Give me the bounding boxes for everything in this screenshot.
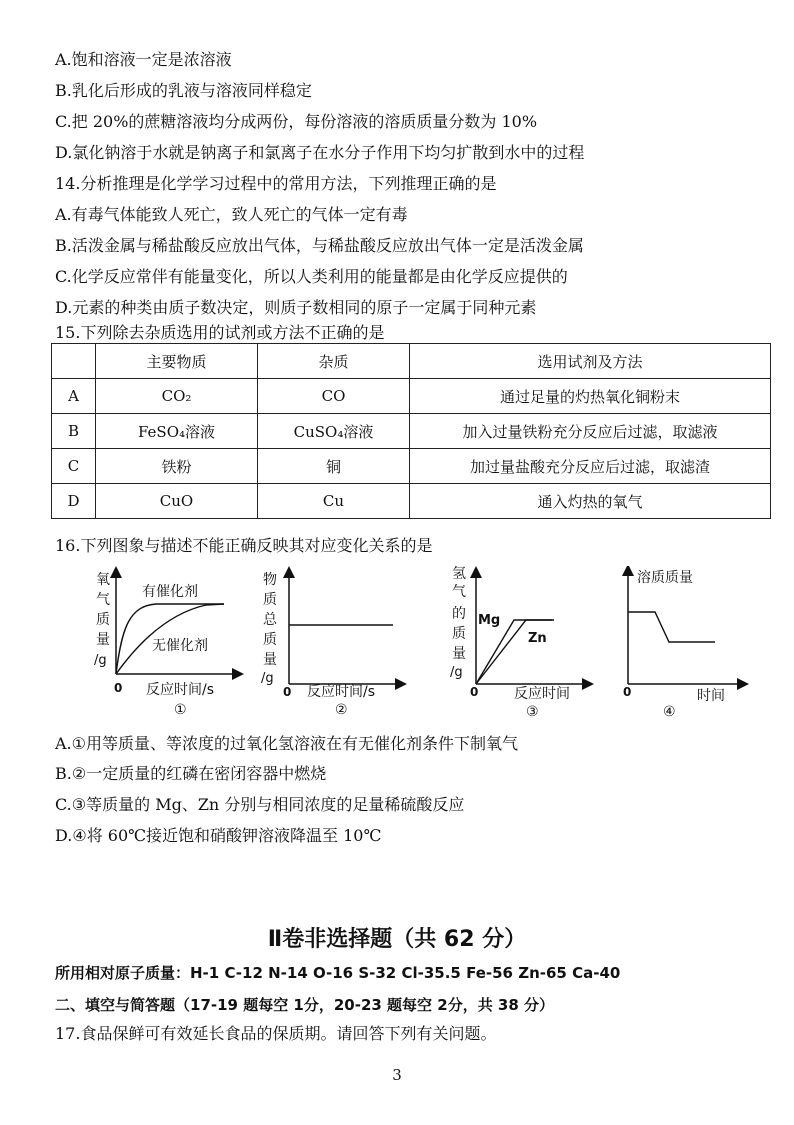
- table-cell: 铁粉: [96, 449, 258, 484]
- q14-option-c: C.化学反应常伴有能量变化，所以人类利用的能量都是由化学反应提供的: [55, 267, 568, 286]
- table-row: [52, 484, 771, 519]
- q16-option-a: A.①用等质量、等浓度的过氧化氢溶液在有无催化剂条件下制氧气: [55, 734, 518, 753]
- graph-number: ①: [174, 702, 187, 718]
- graph-number: ③: [526, 704, 539, 718]
- q14-stem: 14.分析推理是化学学习过程中的常用方法，下列推理正确的是: [55, 174, 497, 193]
- table-cell: 加过量盐酸充分反应后过滤，取滤渣: [410, 449, 771, 484]
- origin-label: 0: [623, 685, 632, 699]
- table-cell: B: [52, 414, 96, 449]
- solute-mass-line: [628, 612, 715, 642]
- table-cell: CO: [258, 379, 410, 414]
- graph-1: [86, 566, 246, 722]
- y-label: 质: [452, 626, 466, 642]
- q14-option-d: D.元素的种类由质子数决定，则质子数相同的原子一定属于同种元素: [55, 298, 537, 317]
- table-cell: CuSO₄溶液: [258, 414, 410, 449]
- q16-option-d: D.④将 60℃接近饱和硝酸钾溶液降温至 10℃: [55, 826, 382, 845]
- y-label: 物: [263, 572, 277, 588]
- q13-option-c: C.把 20%的蔗糖溶液均分成两份，每份溶液的溶质质量分数为 10%: [55, 112, 538, 131]
- table-cell: C: [52, 449, 96, 484]
- table-cell: A: [52, 379, 96, 414]
- atomic-masses: 所用相对原子质量：H-1 C-12 N-14 O-16 S-32 Cl-35.5 Fe-56 Zn-65 Ca-40: [55, 964, 621, 982]
- y-label: /g: [450, 665, 463, 680]
- y-label: 质: [263, 592, 277, 608]
- origin-label: 0: [470, 685, 479, 699]
- graph-2: [257, 566, 407, 722]
- graph-number: ④: [663, 704, 676, 718]
- table-row: [52, 379, 771, 414]
- y-label: 溶质质量: [637, 570, 693, 586]
- x-label: 反应时间/s: [307, 684, 376, 700]
- graph-3: [448, 566, 598, 722]
- curve-label: 无催化剂: [152, 638, 208, 654]
- curve-label: 有催化剂: [142, 584, 198, 600]
- y-label: 的: [452, 606, 466, 622]
- y-label: 氢: [452, 566, 466, 582]
- series-label: Zn: [528, 631, 547, 646]
- table-header-row: [52, 344, 771, 379]
- q16-option-b: B.②一定质量的红磷在密闭容器中燃烧: [55, 764, 327, 783]
- table-cell: CuO: [96, 484, 258, 519]
- y-label: 总: [263, 612, 277, 628]
- mg-line: [476, 620, 552, 684]
- table-header: [52, 344, 96, 379]
- q13-option-a: A.饱和溶液一定是浓溶液: [55, 50, 232, 69]
- q13-option-d: D.氯化钠溶于水就是钠离子和氯离子在水分子作用下均匀扩散到水中的过程: [55, 143, 585, 162]
- y-label: 量: [452, 646, 466, 662]
- graph-4: [611, 566, 761, 722]
- q14-option-a: A.有毒气体能致人死亡，致人死亡的气体一定有毒: [55, 205, 408, 224]
- series-label: Mg: [478, 613, 501, 628]
- origin-label: 0: [283, 685, 292, 699]
- page-number: 3: [392, 1066, 402, 1084]
- zn-line: [476, 620, 554, 684]
- graph-number: ②: [335, 702, 348, 718]
- table-row: [52, 414, 771, 449]
- table-cell: D: [52, 484, 96, 519]
- y-label: 气: [452, 584, 466, 600]
- table-cell: 通过足量的灼热氧化铜粉末: [410, 379, 771, 414]
- x-label: 时间: [697, 688, 725, 704]
- section-title: Ⅱ卷非选择题（共 62 分）: [267, 927, 527, 952]
- q13-option-b: B.乳化后形成的乳液与溶液同样稳定: [55, 81, 312, 100]
- q16-stem: 16.下列图象与描述不能正确反映其对应变化关系的是: [55, 536, 433, 555]
- table-cell: CO₂: [96, 379, 258, 414]
- table-header: 主要物质: [96, 344, 258, 379]
- q16-option-c: C.③等质量的 Mg、Zn 分别与相同浓度的足量稀硫酸反应: [55, 795, 465, 814]
- y-label: /g: [261, 671, 274, 686]
- x-label: 反应时间: [514, 686, 570, 702]
- table-header: 选用试剂及方法: [410, 344, 771, 379]
- y-label: 氧: [96, 572, 110, 588]
- table-row: [52, 449, 771, 484]
- q17-stem: 17.食品保鲜可有效延长食品的保质期。请回答下列有关问题。: [55, 1024, 497, 1043]
- q14-option-b: B.活泼金属与稀盐酸反应放出气体，与稀盐酸反应放出气体一定是活泼金属: [55, 236, 584, 255]
- q15-stem: 15.下列除去杂质选用的试剂或方法不正确的是: [55, 323, 385, 342]
- origin-label: 0: [114, 681, 123, 695]
- y-label: 质: [96, 612, 110, 628]
- part-heading: 二、填空与简答题（17-19 题每空 1分，20-23 题每空 2分，共 38 分）: [55, 996, 555, 1014]
- table-cell: 铜: [258, 449, 410, 484]
- table-header: 杂质: [258, 344, 410, 379]
- y-label: 量: [263, 652, 277, 668]
- table-cell: FeSO₄溶液: [96, 414, 258, 449]
- y-label: 量: [96, 632, 110, 648]
- q15-table: [51, 343, 771, 519]
- y-label: 气: [96, 592, 110, 608]
- table-cell: Cu: [258, 484, 410, 519]
- table-cell: 通入灼热的氧气: [410, 484, 771, 519]
- y-label: 质: [263, 632, 277, 648]
- x-label: 反应时间/s: [146, 682, 215, 698]
- y-label: /g: [94, 653, 107, 668]
- table-cell: 加入过量铁粉充分反应后过滤，取滤液: [410, 414, 771, 449]
